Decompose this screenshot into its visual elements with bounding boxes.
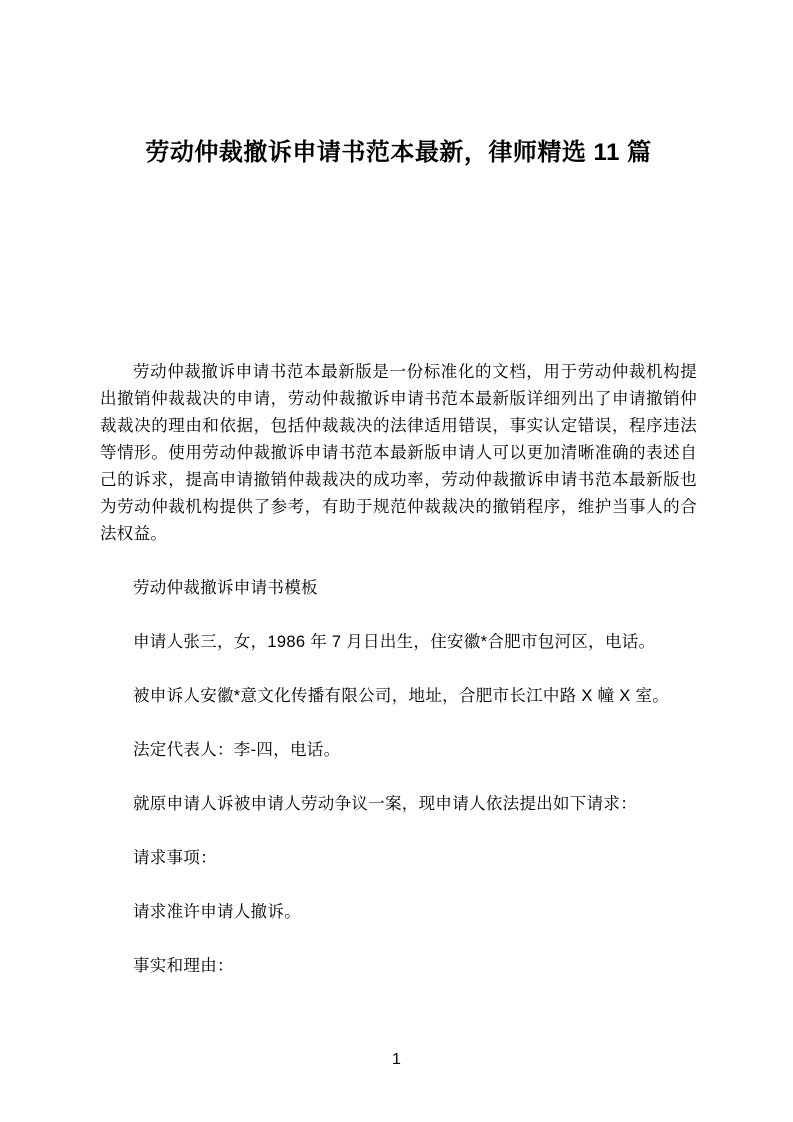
document-title: 劳动仲裁撤诉申请书范本最新，律师精选 11 篇 [145,139,652,166]
paragraph-applicant: 申请人张三，女，1986 年 7 月日出生，住安徽*合肥市包河区，电话。 [133,633,656,651]
page-footer [0,1050,793,1070]
paragraph-respondent: 被申诉人安徽*意文化传播有限公司，地址，合肥市长江中路 X 幢 X 室。 [133,687,670,705]
page-number: 1 [392,1051,401,1068]
intro-paragraph: 劳动仲裁撤诉申请书范本最新版是一份标准化的文档，用于劳动仲裁机构提出撤销仲裁裁决的申请，劳动仲裁撤诉申请书范本最新版详细列出了申请撤销仲裁裁决的理由和依据，包括仲裁裁决的法律适用错误，事实认定错误，程序违法等情形。使用劳动仲裁撤诉申请书范本最新版申请人可以更加清晰准确的表述自己的诉求，提高申请撤销仲裁裁决的成功率，劳动仲裁撤诉申请书范本最新版也为劳动仲裁机构提供了参考，有助于规范仲裁裁决的撤销程序，维护当事人的合法权益。 [100,363,697,543]
paragraph-template-heading: 劳动仲裁撤诉申请书模板 [133,579,318,597]
paragraph-legal-representative: 法定代表人：李-四，电话。 [133,741,341,759]
paragraph-facts-reasons-label: 事实和理由： [133,957,234,975]
paragraph-case-statement: 就原申请人诉被申请人劳动争议一案，现申请人依法提出如下请求： [133,795,637,813]
paragraph-request-items-label: 请求事项： [133,849,217,867]
paragraph-withdrawal-request: 请求准许申请人撤诉。 [133,903,301,921]
